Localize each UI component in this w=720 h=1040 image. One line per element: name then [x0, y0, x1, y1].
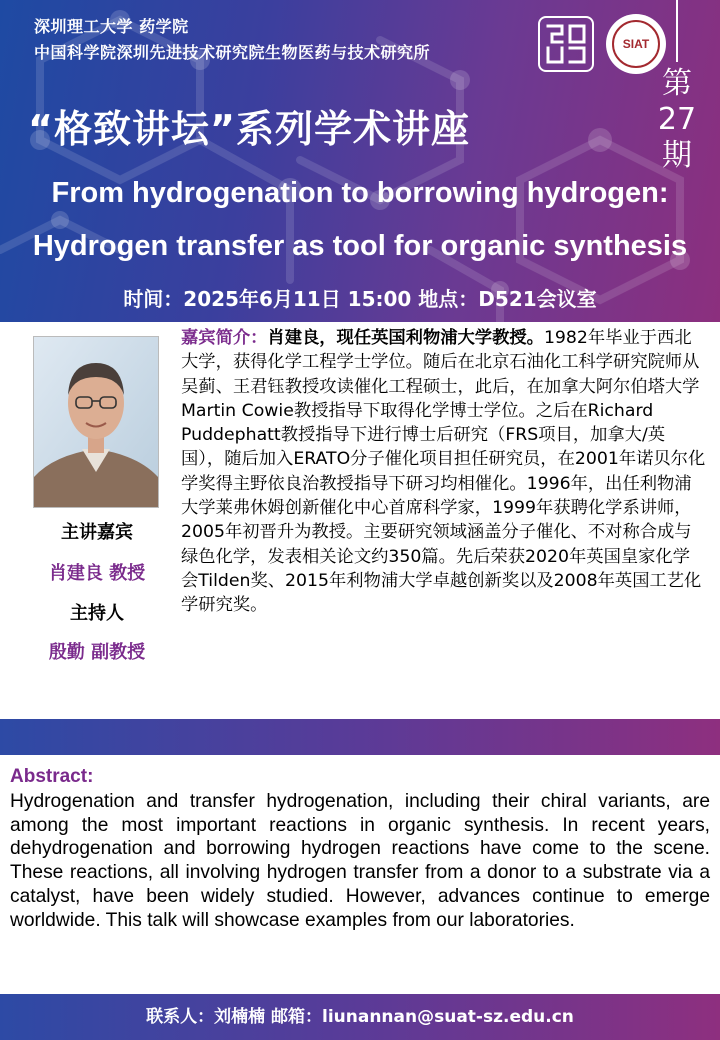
series-title: “格致讲坛”系列学术讲座	[28, 107, 470, 151]
time-location: 时间：2025年6月11日 15:00 地点：D521会议室	[123, 287, 597, 311]
section-divider-stripe	[0, 719, 720, 755]
institution-line-2: 中国科学院深圳先进技术研究院生物医药与技术研究所	[34, 43, 431, 62]
institution-line-1: 深圳理工大学 药学院	[34, 17, 189, 36]
host-label: 主持人	[70, 603, 124, 624]
bio-label: 嘉宾简介：	[181, 328, 268, 348]
divider-line	[676, 0, 678, 62]
bio-text: 1982年毕业于西北大学，获得化学工程学士学位。随后在北京石油化工科学研究院师从吴蓟、王君钰教授攻读催化工程硕士，此后，在加拿大阿尔伯塔大学Martin Cowie教授指导下取得化学博士学位。之后在Richard Puddephatt教授指导下进行博士后研究（FRS项目，加拿大/英国），随后加入ERATO分子催化项目担任研究员，在2001年诺贝尔化学奖得主野依良治教授指导下研习均相催化。1996年，出任利物浦大学莱弗休姆创新催化中心首席科学家，1999年获聘化学系讲师，2005年初晋升为教授。主要研究领域涵盖分子催化、不对称合成与绿色化学，发表相关论文约350篇。先后荣获2020年英国皇家化学会Tilden奖、2015年利物浦大学卓越创新奖以及2008年英国工艺化学研究奖。	[181, 328, 706, 616]
speaker-label: 主讲嘉宾	[61, 522, 133, 543]
speaker-bio	[181, 326, 707, 618]
header-banner	[0, 0, 720, 322]
talk-title-line-1: From hydrogenation to borrowing hydrogen:	[51, 177, 669, 209]
abstract-text: Hydrogenation and transfer hydrogenation, including their chiral variants, are among the most important reactions in organic synthesis. In recent years, dehydrogenation and borrowing hydrogen reactions have come to the scene. These reactions, all involving hydrogen transfer from a donor to a substrate via a catalyst, have been widely studied. However, advances continue to emerge worldwide. This talk will showcase examples from our laboratories.	[10, 791, 710, 931]
siat-logo-text: SIAT	[612, 20, 660, 68]
issue-number	[656, 66, 698, 174]
issue-value: 27	[657, 102, 697, 137]
host-name: 殷勤 副教授	[48, 642, 146, 663]
university-logo-icon	[538, 16, 594, 72]
contact-text: 联系人：刘楠楠 邮箱：liunannan@suat-sz.edu.cn	[146, 1007, 574, 1027]
speaker-name: 肖建良 教授	[48, 563, 146, 584]
speaker-photo	[33, 336, 159, 508]
bio-headline: 肖建良，现任英国利物浦大学教授。	[267, 328, 544, 348]
contact-footer	[0, 994, 720, 1040]
abstract-heading: Abstract:	[10, 766, 94, 787]
issue-prefix: 第	[662, 66, 692, 101]
siat-logo-icon	[606, 14, 666, 74]
issue-suffix: 期	[662, 138, 692, 173]
talk-title-line-2: Hydrogen transfer as tool for organic synthesis	[32, 230, 688, 262]
